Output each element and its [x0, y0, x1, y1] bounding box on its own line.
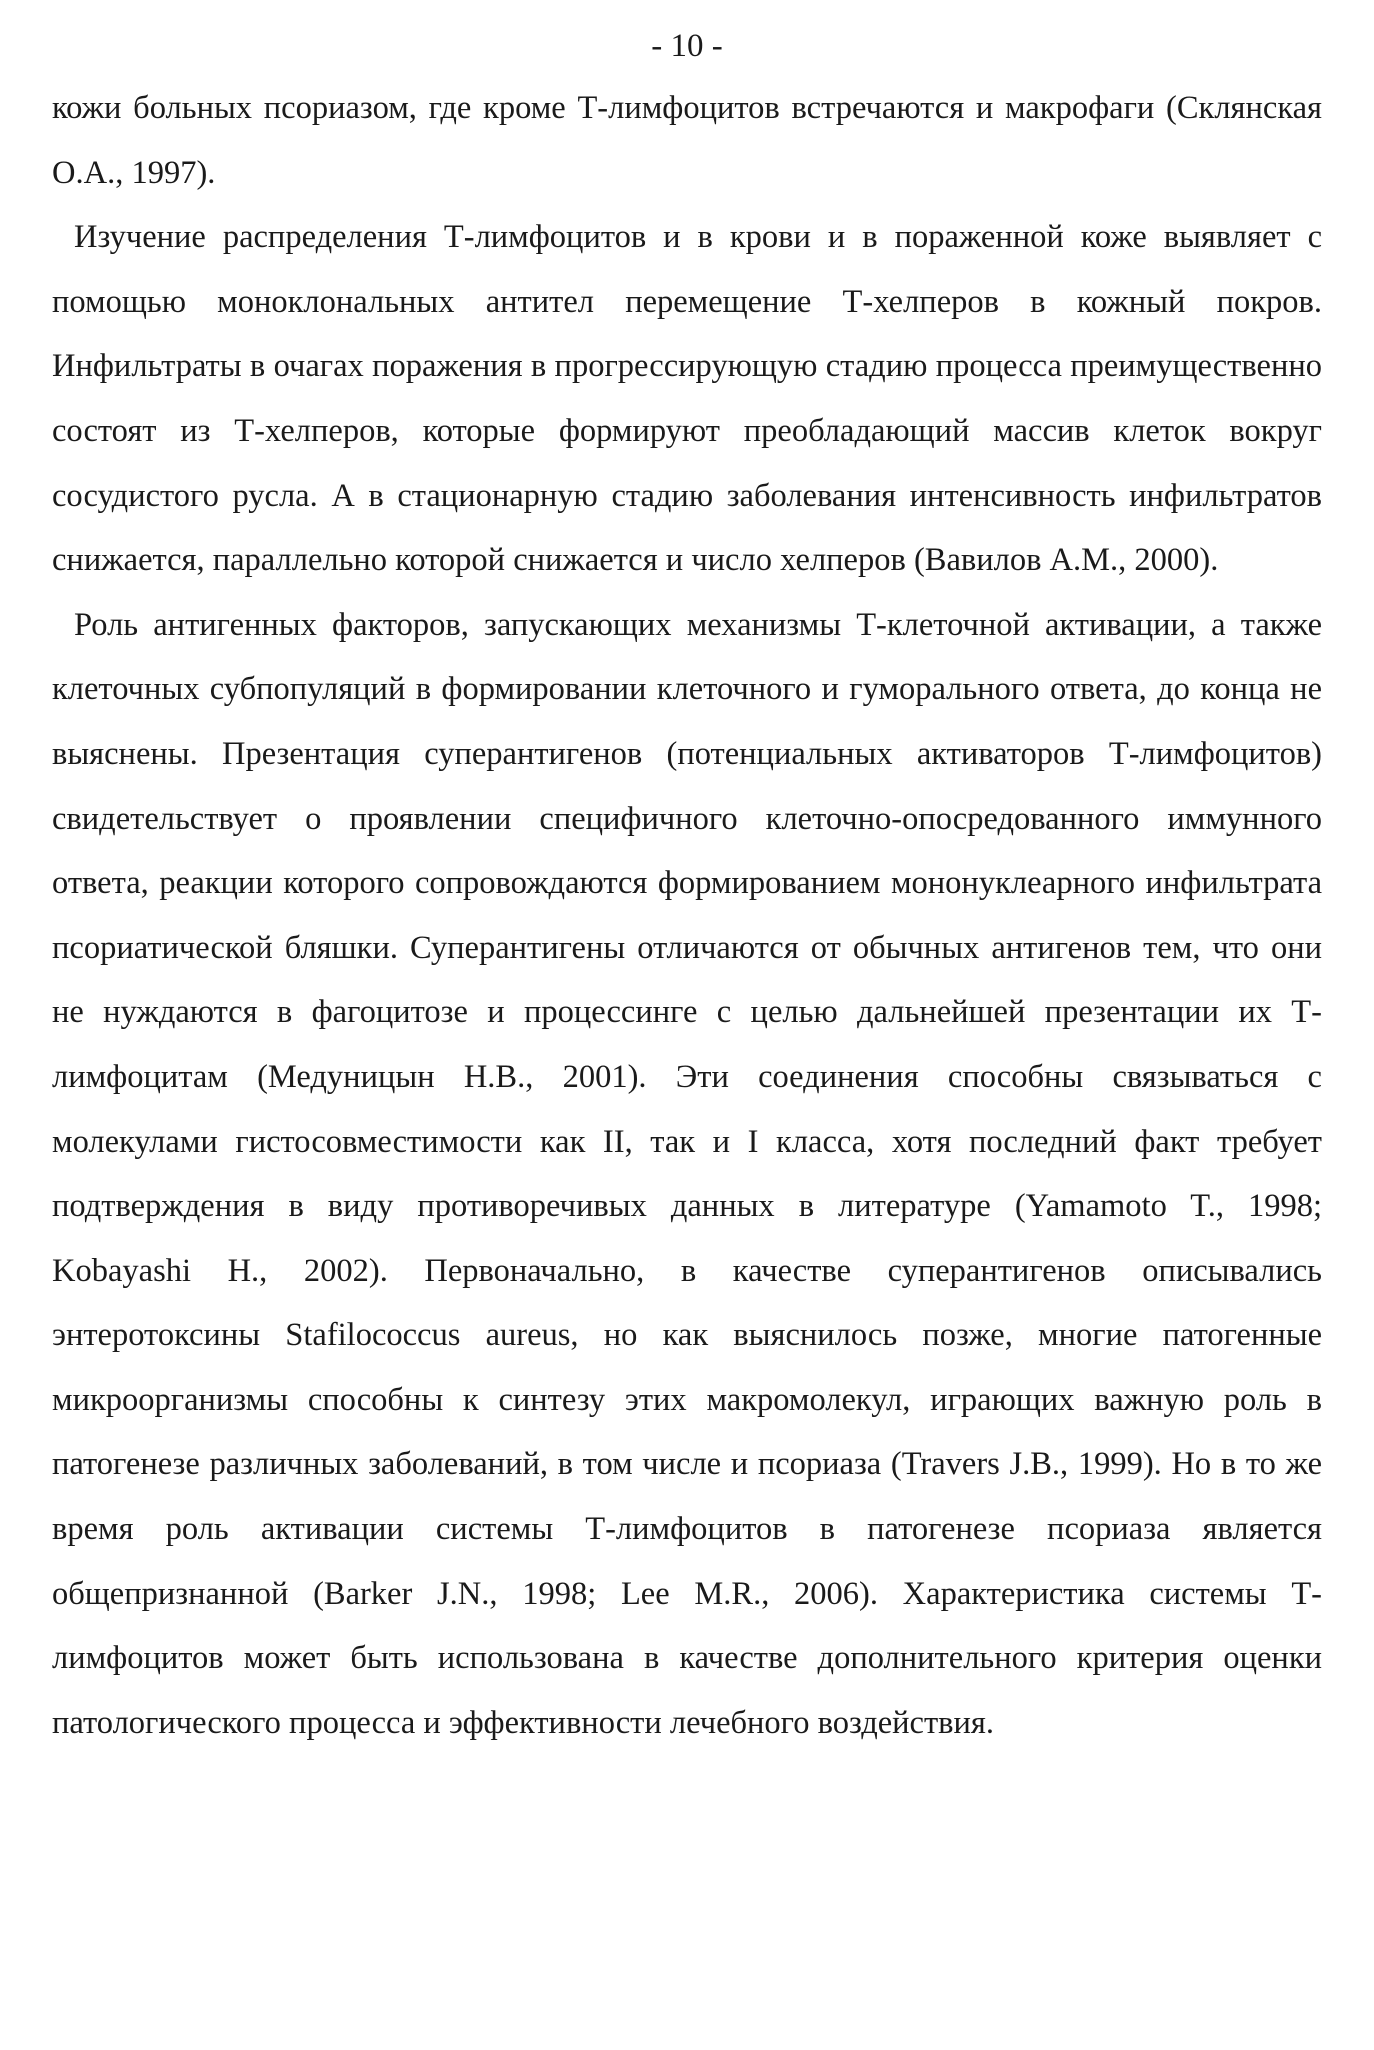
paragraph-superantigens: Роль антигенных факторов, запускающих механизмы Т-клеточной активации, а также клеточных субпопуляций в формировании клеточного и гуморального ответа, до конца не выяснены. Презентация суперантигенов (потенциальных активаторов Т-лимфоцитов) свидетельствует о проявлении специфичного клеточно-опосредованного иммунного ответа, реакции которого сопровождаются формированием мононуклеарного инфильтрата псориатической бляшки. Суперантигены отличаются от обычных антигенов тем, что они не нуждаются в фагоцитозе и процессинге с целью дальнейшей презентации их Т-лимфоцитам (Медуницын Н.В., 2001). Эти соединения способны связываться с молекулами гистосовместимости как II, так и I класса, хотя последний факт требует подтверждения в виду противоречивых данных в литературе (Yamamoto T., 1998; Kobayashi H., 2002). Первоначально, в качестве суперантигенов описывались энтеротоксины Stafilococcus aureus, но как выяснилось позже, многие патогенные микроорганизмы способны к синтезу этих макромолекул, играющих важную роль в патогенезе различных заболеваний, в том числе и псориаза (Travers J.B., 1999). Но в то же время роль активации системы Т-лимфоцитов в патогенезе псориаза является общепризнанной (Barker J.N., 1998; Lee M.R., 2006). Характеристика системы Т-лимфоцитов может быть использована в качестве дополнительного критерия оценки патологического процесса и эффективности лечебного воздействия.: [52, 606, 1322, 1741]
paragraph-continuation: кожи больных псориазом, где кроме Т-лимфоцитов встречаются и макрофаги (Склянская О.А., 1997).: [52, 90, 1322, 191]
page-number: - 10 -: [651, 28, 723, 64]
paragraph-t-lymphocyte-distribution: Изучение распределения Т-лимфоцитов и в крови и в пораженной коже выявляет с помощью моноклональных антител перемещение Т-хелперов в кожный покров. Инфильтраты в очагах поражения в прогрессирующую стадию процесса преимущественно состоят из Т-хелперов, которые формируют преобладающий массив клеток вокруг сосудистого русла. А в стационарную стадию заболевания интенсивность инфильтратов снижается, параллельно которой снижается и число хелперов (Вавилов А.М., 2000).: [52, 219, 1322, 579]
document-body: [52, 76, 1322, 1755]
